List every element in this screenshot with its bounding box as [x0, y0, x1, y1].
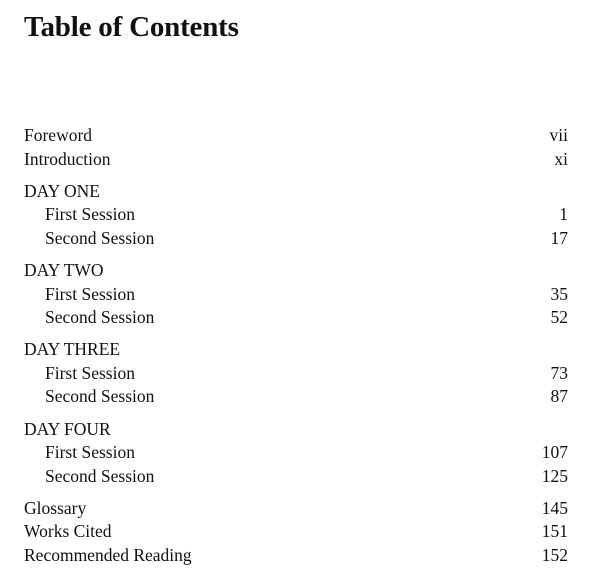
toc-entry-day-two-second-session[interactable] [24, 306, 568, 330]
section-gap [24, 409, 568, 418]
toc-entry-page: 73 [550, 362, 568, 383]
toc-entry-day-three-first-session[interactable] [24, 362, 568, 386]
toc-entry-glossary[interactable] [24, 497, 568, 521]
toc-entry-label: First Session [45, 283, 135, 304]
toc-entry-recommended-reading[interactable] [24, 544, 568, 568]
toc-entry-label: First Session [45, 362, 135, 383]
toc-entry-label: First Session [45, 204, 135, 225]
toc-entry-page: xi [554, 148, 568, 169]
section-heading-label: DAY ONE [24, 180, 100, 201]
toc-entry-day-one-second-session[interactable] [24, 227, 568, 251]
section-gap [24, 171, 568, 180]
toc-entry-day-three-second-session[interactable] [24, 385, 568, 409]
toc-entry-label: Glossary [24, 497, 87, 518]
toc-section-heading-day-one [24, 180, 568, 204]
toc-entry-page: 152 [541, 545, 568, 565]
toc-entry-label: Second Session [45, 307, 155, 328]
toc-section-heading-day-four [24, 418, 568, 442]
toc-list [24, 124, 568, 568]
toc-entry-label: Second Session [45, 465, 155, 486]
toc-entry-page: 35 [550, 283, 568, 304]
toc-entry-day-two-first-session[interactable] [24, 283, 568, 307]
toc-entry-works-cited[interactable] [24, 520, 568, 544]
section-heading-label: DAY FOUR [24, 418, 111, 439]
toc-entry-day-four-first-session[interactable] [24, 441, 568, 465]
toc-entry-page: 125 [541, 465, 568, 486]
section-gap [24, 330, 568, 339]
toc-entry-page: 1 [559, 204, 568, 225]
toc-entry-label: Foreword [24, 125, 93, 145]
toc-entry-label: Works Cited [24, 521, 112, 542]
page-title: Table of Contents [24, 11, 239, 43]
toc-section-heading-day-two [24, 259, 568, 283]
toc-entry-page: 17 [550, 227, 568, 248]
toc-entry-introduction[interactable] [24, 148, 568, 172]
toc-entry-page: 87 [550, 386, 568, 407]
toc-entry-label: Recommended Reading [24, 545, 192, 565]
section-gap [24, 250, 568, 259]
toc-entry-page: 145 [541, 497, 568, 518]
toc-entry-label: Second Session [45, 386, 155, 407]
section-heading-label: DAY THREE [24, 339, 121, 360]
toc-entry-page: vii [549, 125, 568, 145]
toc-entry-label: Second Session [45, 227, 155, 248]
section-heading-label: DAY TWO [24, 259, 104, 280]
section-gap [24, 488, 568, 497]
toc-entry-foreword[interactable] [24, 124, 568, 148]
toc-section-heading-day-three [24, 338, 568, 362]
toc-entry-day-four-second-session[interactable] [24, 465, 568, 489]
toc-entry-label: Introduction [24, 148, 111, 169]
toc-entry-page: 52 [550, 307, 568, 328]
toc-entry-page: 151 [541, 521, 568, 542]
toc-entry-day-one-first-session[interactable] [24, 203, 568, 227]
toc-entry-page: 107 [541, 442, 568, 463]
toc-entry-label: First Session [45, 442, 135, 463]
